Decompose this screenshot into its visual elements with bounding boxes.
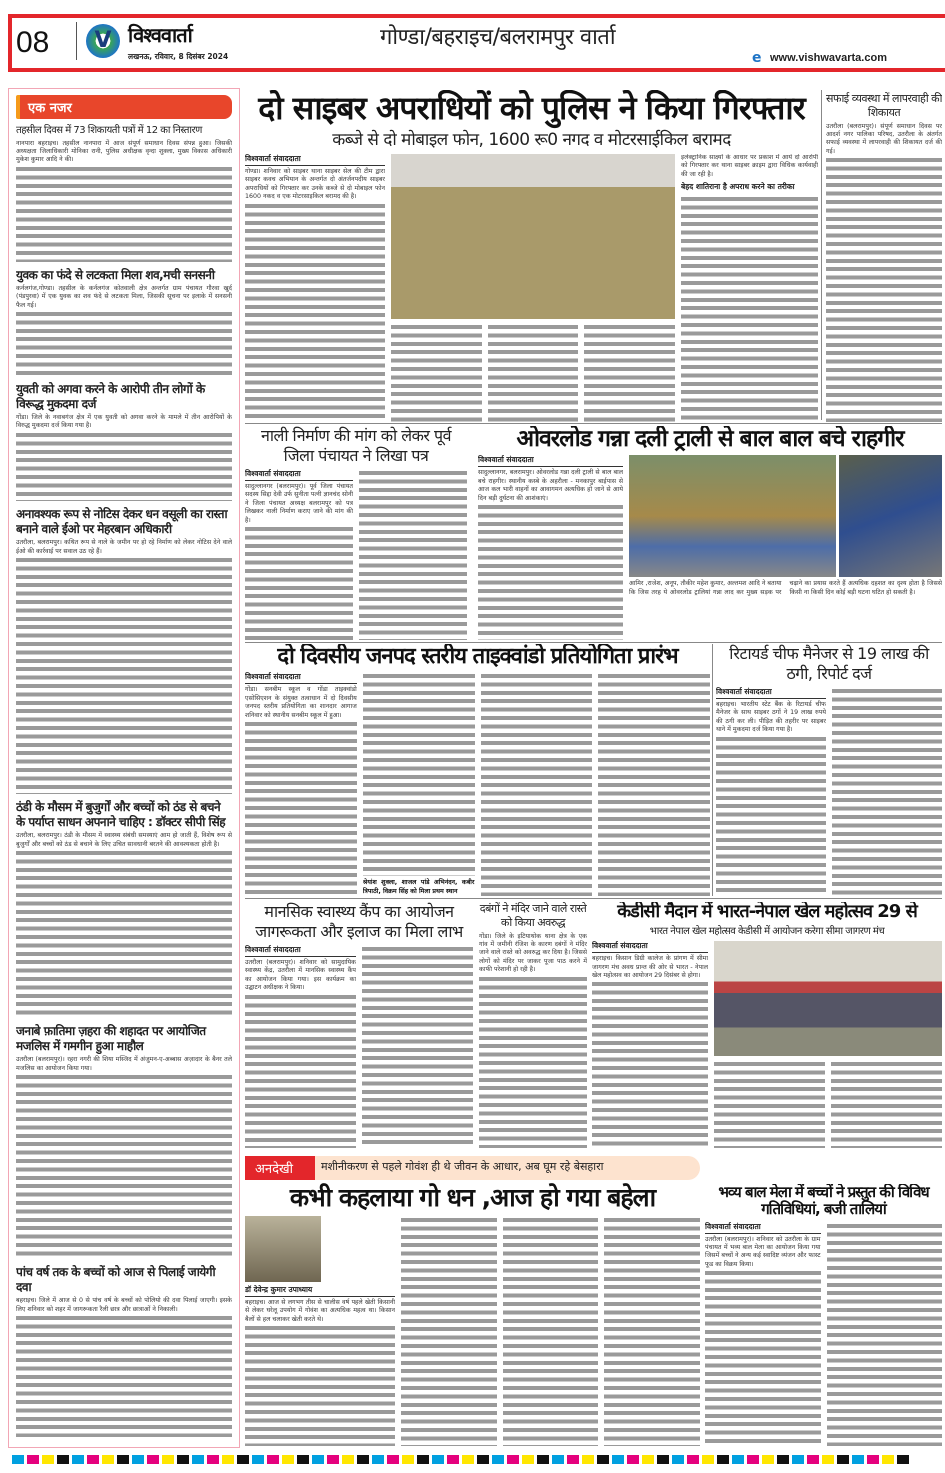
left-articles bbox=[16, 123, 232, 1441]
left-article-title: जनाबे फ़ातिमा ज़हरा की शहादत पर आयोजित मजलिस में गमगीन हुआ माहौल bbox=[16, 1024, 206, 1054]
kdc-headline: केडीसी मैदान में भारत-नेपाल खेल महोत्सव 29 से bbox=[617, 902, 917, 922]
cattle-photo bbox=[245, 1216, 321, 1282]
byline: विश्ववार्ता संवाददाता bbox=[478, 455, 623, 467]
left-article bbox=[16, 798, 232, 1018]
left-article bbox=[16, 380, 232, 501]
left-article-title: ठंडी के मौसम में बुजुर्गों और बच्चों को ठंड से बचने के पर्याप्त साधन अपनाने चाहिए : डॉक्टर सीपी सिंह bbox=[16, 800, 226, 830]
issue-date: लखनऊ, रविवार, 8 दिसंबर 2024 bbox=[128, 52, 229, 61]
left-article-body: बहराइच। जिले में आज से 0 से पांच वर्ष के बच्चों को पोलियो की दवा पिलाई जाएगी। इसके लिए शनिवार को शहर में जागरूकता रैली छात्र और छात्राओं ने निकाली। bbox=[16, 1297, 232, 1313]
column-rule bbox=[712, 644, 713, 896]
ek-nazar-label: एक नजर bbox=[16, 95, 232, 119]
fair-article bbox=[705, 1184, 942, 1446]
trolley-body: सादुल्लानगर, बलरामपुर। ओवरलोड गन्ना दली ट्राली से बाल बाल बचे राहगीर। स्थानीय कस्बे के अहरौला - मनकापुर बाईपास से आज कल भारी वाहनों का आवागमन अत्यधिक हो जाने से आये दिन बड़ी दुर्घटना की आशंकाएं। bbox=[478, 469, 623, 502]
lead-photo-police bbox=[391, 154, 675, 319]
row-rule bbox=[245, 642, 942, 643]
left-article bbox=[16, 1022, 232, 1259]
kdc-article bbox=[592, 902, 942, 1148]
lead-headline: दो साइबर अपराधियों को पुलिस ने किया गिरफ्तार bbox=[258, 90, 805, 127]
lead-body: गोण्डा। शनिवार को साइबर थाना साइबर सेल की टीम द्वारा साइबर कवच अभियान के अन्तर्गत दो अंतर्जनपदीय साइबर अपराधियों को गिरफ्तार कर उनके कब्जे से दो मोबाइल फोन 1600 नकद व एक मोटरसाइकिल बरामद की है। bbox=[245, 168, 385, 201]
fraud-article bbox=[716, 644, 942, 896]
ie-icon: e bbox=[752, 50, 762, 66]
section-title: गोण्डा/बहराइच/बलरामपुर वार्ता bbox=[380, 25, 616, 50]
mental-headline: मानसिक स्वास्थ्य कैंप का आयोजन जागरूकता और इलाज का मिला लाभ bbox=[255, 902, 463, 941]
lead-subheadline: कब्जे से दो मोबाइल फोन, 1600 रू0 नगद व मोटरसाईकिल बरामद bbox=[332, 129, 731, 150]
mental-article bbox=[245, 902, 473, 1148]
lead-article bbox=[245, 90, 818, 422]
byline: विश्ववार्ता संवाददाता bbox=[245, 469, 353, 481]
mental-body: उतरौला (बलरामपुर)। शनिवार को सामुदायिक स्वास्थ्य केंद्र, उतरौला में मानसिक स्वास्थ्य कैंप का आयोजन किया गया। इस कार्यक्रम का उद्घाटन अधीक्षक ने किया। bbox=[245, 959, 356, 992]
taekwondo-body: गोंडा। सनबीम स्कूल व गोंडा ताइक्वांडो एसोसिएशन के संयुक्त तत्वाधान में दो दिवसीय जनपद स्तरीय प्रतियोगिता का शानदार आगाज शनिवार को स्थानीय सनबीम स्कूल में हुआ। bbox=[245, 686, 357, 719]
lead-body-2: इलेक्ट्रानिक साक्ष्यों के आधार पर प्रकाश में आये दो आरोपी को गिरफ्तार कर थाना साइबर क्राइम द्वारा विधिक कार्यवाही की जा रही है। bbox=[681, 154, 818, 178]
left-article-title: पांच वर्ष तक के बच्चों को आज से पिलाई जायेगी दवा bbox=[16, 1265, 216, 1295]
cattle-headline: कभी कहलाया गो धन ,आज हो गया बहेला bbox=[289, 1183, 656, 1212]
byline: विश्ववार्ता संवाददाता bbox=[592, 941, 708, 953]
crowd-photo bbox=[839, 455, 942, 577]
fair-headline: भव्य बाल मेला में बच्चों ने प्रस्तुत की विविध गतिविधियां, बजी तालियां bbox=[718, 1184, 929, 1219]
color-registration-bar bbox=[12, 1452, 942, 1464]
left-article-title: युवक का फंदे से लटकता मिला शव,मची सनसनी bbox=[16, 267, 215, 282]
side-article bbox=[826, 92, 942, 422]
left-article-body: उतरौला, बलरामपुर। कथित रूप से नाले के जमीन पर हो रहे निर्माण को लेकर नोटिस देने वाले ईओ की कार्रवाई पर सवाल उठ रहे हैं। bbox=[16, 539, 232, 555]
andekhi-banner bbox=[245, 1156, 700, 1180]
side-body: उतरौला (बलरामपुर)। संपूर्ण समाधान दिवस पर आदर्श नगर पालिका परिषद, उतरौला के अंतर्गत सफाई व्यवस्था में लापरवाही की शिकायत दर्ज की गई। bbox=[826, 122, 942, 155]
left-article-body: उतरौला, बलरामपुर। ठंडी के मौसम में स्वास्थ्य संबंधी समस्याएं आम हो जाती हैं, विशेष रूप से बुजुर्गों और बच्चों को ठंड से बचाने के लिए उचित सावधानी बरतने की आवश्यकता होती है। bbox=[16, 832, 232, 848]
taekwondo-article bbox=[245, 644, 710, 896]
brand-name: विश्ववार्ता bbox=[128, 23, 192, 47]
temple-article bbox=[479, 902, 587, 1148]
byline: विश्ववार्ता संवाददाता bbox=[245, 672, 357, 684]
trolley-photo bbox=[629, 455, 836, 577]
left-article-title: युवती को अगवा करने के आरोपी तीन लोगों के विरूद्ध मुकदमा दर्ज bbox=[16, 381, 205, 411]
left-article-body: उतरौला (बलरामपुर)। रहरा नगरी की शिया मस्जिद में अंजुमन-ए-अब्बास अज़ादार के बैनर तले मजलिस का आयोजन किया गया। bbox=[16, 1056, 232, 1072]
taekwondo-callout: श्रेयांश शुक्ला, शाजल पांडे अभिनंदन, कबीर त्रिपाठी, विक्रम सिंह को मिला प्रथम स्थान bbox=[362, 879, 475, 895]
page-number: 08 bbox=[16, 26, 50, 59]
trolley-headline: ओवरलोड गन्ना दली ट्राली से बाल बाल बचे राहगीर bbox=[516, 426, 904, 452]
drain-body: सादुल्लानगर (बलरामपुर)। पूर्व जिला पंचायत सदस्य सिद्दा देवी उर्फ सुनीता पत्नी ज्ञानचंद सोनी ने जिला पंचायत अध्यक्ष बलरामपुर को पत्र लिखकर नाली निर्माण कराए जाने की मांग की है। bbox=[245, 483, 353, 524]
fraud-headline: रिटायर्ड चीफ मैनेजर से 19 लाख की ठगी, रिपोर्ट दर्ज bbox=[729, 644, 929, 683]
byline: विश्ववार्ता संवाददाता bbox=[705, 1222, 821, 1234]
temple-headline: दबंगों ने मंदिर जाने वाले रास्ते को किया अवरुद्ध bbox=[479, 902, 587, 929]
fair-body: उतरौला (बलरामपुर)। शनिवार को उतरौला के ग्राम पंचायत में भव्य बाल मेला का आयोजन किया गया जिसमें बच्चों ने अन्य कई स्वादिष्ट व्यंजन और फास्ट फूड का विक्रय किया। bbox=[705, 1235, 821, 1268]
left-article-title: तहसील दिवस में 73 शिकायती पत्रों में 12 का निस्तारण bbox=[16, 125, 202, 136]
fraud-body: बहराइच। भारतीय स्टेट बैंक के रिटायर्ड चीफ मैनेजर के साथ साइबर ठगों ने 19 लाख रुपये की ठगी कर ली। पीड़ित की तहरीर पर साइबर थाने में मुकदमा दर्ज किया गया है। bbox=[716, 701, 826, 734]
trolley-article bbox=[478, 426, 942, 640]
andekhi-tag: अनदेखी bbox=[245, 1156, 315, 1180]
cattle-article bbox=[245, 1156, 700, 1446]
andekhi-banner-text: मशीनीकरण से पहले गोवंश ही थे जीवन के आधार, अब घूम रहे बेसहारा bbox=[321, 1160, 604, 1173]
byline: विश्ववार्ता संवाददाता bbox=[245, 945, 356, 957]
byline: डॉ देवेन्द्र कुमार उपाध्याय bbox=[245, 1285, 395, 1297]
left-column bbox=[8, 88, 240, 1448]
header-divider bbox=[76, 22, 77, 60]
trolley-caption: आमिर ,राजेश, अनूप, तौकीर महेश कुमार, अल्तमश आदि ने बताया कि जिस तरह ये ओवरलोड ट्रालियां गन्ना लाद कर मुख्य सड़क पर चढ़ाने का प्रयास करते हैं अत्यधिक दहशत का दृश्य होता है जिससे किसी ना किसी दिन कोई बड़ी घटना घटित हो सकती है। bbox=[629, 580, 942, 596]
temple-body: गोंडा। जिले के इटियाथोक थाना क्षेत्र के एक गांव में जमीनी रंजिश के कारण दबंगों ने मंदिर जाने वाले रास्ते को अवरुद्ध कर दिया है। जिससे लोगों को मंदिर पर जाकर पूजा पाठ करने में काफी परेशानी हो रही है। bbox=[479, 932, 587, 974]
cattle-body: बहराइच। आज से लगभग तीस से चालीस वर्ष पहले खेती किसानी से लेकर घरेलू उपयोग में गोवंश का अत्यधिक महत्व था। किसान बैलों से हल चलाकर खेती करते थे। bbox=[245, 1298, 395, 1323]
byline: विश्ववार्ता संवाददाता bbox=[245, 154, 385, 166]
kdc-subheadline: भारत नेपाल खेल महोत्सव केडीसी में आयोजन करेगा सीमा जागरण मंच bbox=[649, 925, 885, 937]
row-rule bbox=[245, 898, 942, 899]
left-article bbox=[16, 1263, 232, 1437]
brand-logo-icon: V bbox=[86, 24, 120, 58]
left-article-body: नानपारा बहराइच। तहसील नानपारा में आज संपूर्ण समाधान दिवस संपन्न हुआ। जिसकी अध्यक्षता जिलाधिकारी मोनिका रानी, पुलिस अधीक्षक वृन्दा शुक्ला, मुख्य विकास अधिकारी मुकेश कुमार आदि ने की। bbox=[16, 139, 232, 164]
left-article bbox=[16, 266, 232, 376]
kdc-group-photo bbox=[714, 941, 942, 1056]
drain-headline: नाली निर्माण की मांग को लेकर पूर्व जिला पंचायत ने लिखा पत्र bbox=[260, 426, 452, 465]
left-article-title: अनावश्यक रूप से नोटिस देकर धन वसूली का रास्ता बनाने वाले ईओ पर मेहरबान अधिकारी bbox=[16, 507, 228, 537]
left-article bbox=[16, 505, 232, 794]
left-article-body: कर्नलगंज,गोण्डा। तहसील के कर्नलगंज कोतवाली क्षेत्र अन्तर्गत ग्राम पंचायत गौरवा खुर्द (पंडपुरवा) में एक युवक का शव फंदे से लटकता मिला, जिसकी सूचना पर इलाके में सनसनी फैल गई। bbox=[16, 284, 232, 309]
left-article-body: गोंडा। जिले के नवाबगंज क्षेत्र में एक युवती को अगवा करने के मामले में तीन आरोपियों के विरुद्ध मुकदमा दर्ज किया गया है। bbox=[16, 413, 232, 430]
column-rule bbox=[821, 90, 822, 420]
side-headline: सफाई व्यवस्था में लापरवाही की शिकायत bbox=[826, 92, 942, 119]
byline: विश्ववार्ता संवाददाता bbox=[716, 687, 826, 699]
drain-article bbox=[245, 426, 467, 640]
kdc-body: बहराइच। किसान डिग्री कालेज के प्रांगण में सीमा जागरण मंच अवध प्रान्त की ओर से भारत - नेपाल खेल महोत्सव का आयोजन 29 दिसंबर से होगा। bbox=[592, 955, 708, 979]
lead-inline-subhead: बेहद शातिराना है अपराध करने का तरीका bbox=[681, 182, 795, 192]
row-rule bbox=[245, 423, 942, 424]
taekwondo-headline: दो दिवसीय जनपद स्तरीय ताइक्वांडो प्रतियोगिता प्रारंभ bbox=[277, 644, 678, 669]
left-article bbox=[16, 123, 232, 262]
website-link[interactable]: www.vishwavarta.com bbox=[770, 52, 887, 64]
